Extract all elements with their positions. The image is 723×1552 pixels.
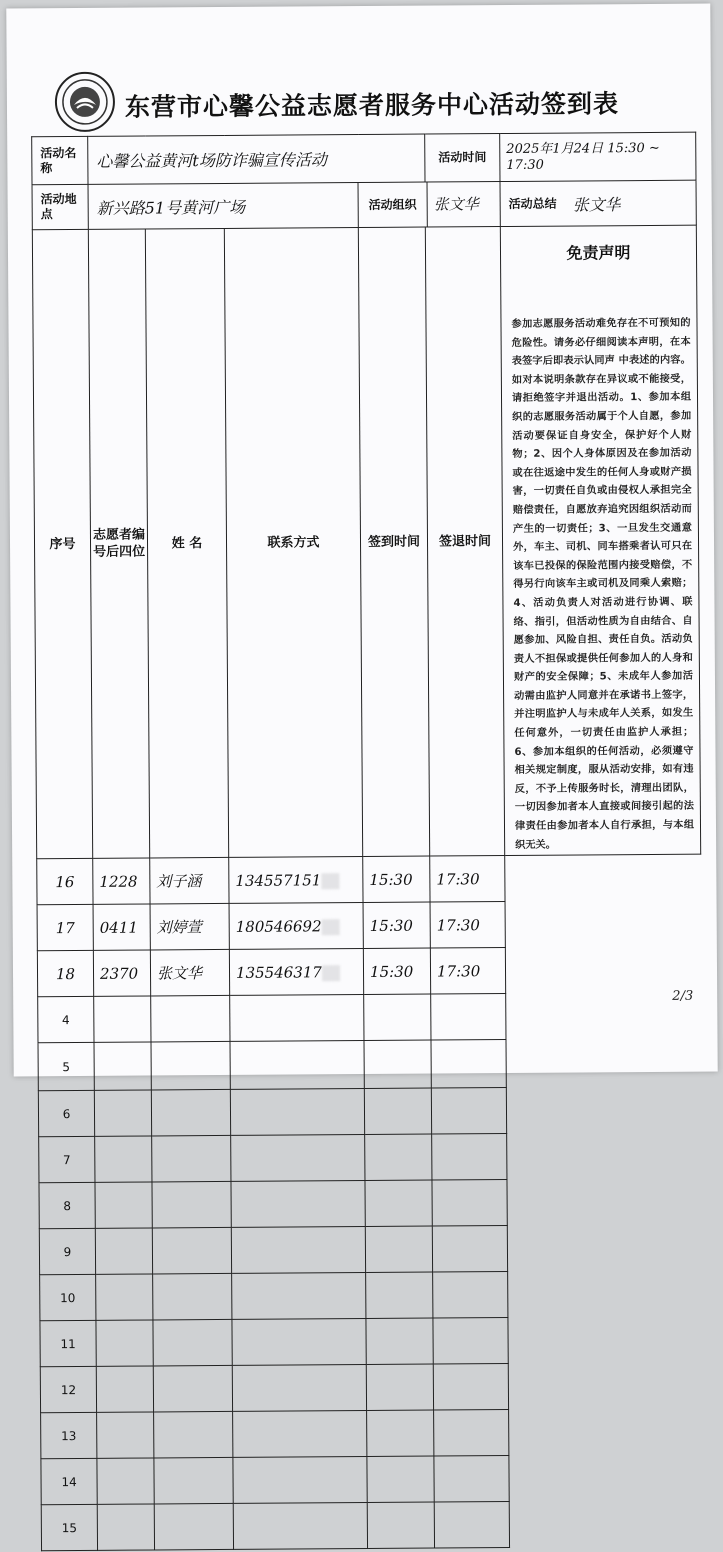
row-name xyxy=(151,996,230,1043)
row-seq: 12 xyxy=(40,1367,96,1413)
row-sign-in xyxy=(366,1318,433,1364)
row-name xyxy=(153,1320,232,1367)
activity-time-label: 活动时间 xyxy=(425,134,500,183)
row-contact xyxy=(230,995,364,1042)
header-contact: 联系方式 xyxy=(224,228,362,858)
row-contact xyxy=(232,1273,366,1320)
table-row xyxy=(39,1132,703,1183)
summary-value: 张文华 xyxy=(572,194,621,215)
row-seq: 18 xyxy=(37,951,93,997)
summary-label: 活动总结 xyxy=(508,196,557,211)
header-volunteer-no: 志愿者编号后四位 xyxy=(88,229,149,859)
row-name: 刘婷萱 xyxy=(150,904,229,951)
page-title: 东营市心馨公益志愿者服务中心活动签到表 xyxy=(124,89,620,122)
disclaimer-cell xyxy=(500,225,700,856)
organization-emblem-icon xyxy=(55,72,115,132)
table-row xyxy=(41,1454,705,1505)
row-volunteer-no xyxy=(94,1090,151,1136)
row-contact xyxy=(232,1319,366,1366)
header-sign-in: 签到时间 xyxy=(358,227,429,857)
row-seq: 9 xyxy=(39,1229,95,1275)
redaction-blur xyxy=(322,919,340,935)
location-value: 新兴路51号黄河广场 xyxy=(88,183,358,230)
row-sign-out xyxy=(431,1040,506,1089)
row-seq: 14 xyxy=(41,1459,97,1505)
row-sign-in xyxy=(367,1502,434,1548)
row-name xyxy=(154,1458,233,1505)
row-seq: 5 xyxy=(38,1043,94,1091)
row-seq: 8 xyxy=(39,1183,95,1229)
row-sign-in: 15:30 xyxy=(363,948,430,994)
header-name: 姓 名 xyxy=(145,228,228,858)
row-name: 张文华 xyxy=(150,950,229,997)
row-volunteer-no xyxy=(96,1274,153,1320)
row-name xyxy=(153,1366,232,1413)
row-sign-in xyxy=(365,1180,432,1226)
row-name xyxy=(152,1228,231,1275)
row-sign-in: 15:30 xyxy=(363,902,430,948)
contact-text: 180546692 xyxy=(235,917,322,936)
row-name xyxy=(154,1412,233,1459)
organizer-value: 张文华 xyxy=(427,182,500,227)
row-name xyxy=(151,1042,230,1091)
row-sign-out xyxy=(431,994,506,1041)
row-sign-out xyxy=(432,1180,507,1227)
table-row xyxy=(38,992,702,1043)
disclaimer-title: 免责声明 xyxy=(566,243,631,263)
table-row xyxy=(39,1178,703,1229)
row-seq: 13 xyxy=(41,1413,97,1459)
row-contact xyxy=(231,1135,365,1182)
table-row xyxy=(41,1408,705,1459)
location-row xyxy=(32,180,696,230)
table-row xyxy=(38,1038,702,1091)
row-contact xyxy=(231,1181,365,1228)
row-seq: 17 xyxy=(37,905,93,951)
row-seq: 16 xyxy=(37,859,93,905)
row-sign-out xyxy=(434,1456,509,1503)
row-sign-out xyxy=(433,1364,508,1411)
row-volunteer-no: 2370 xyxy=(93,950,150,996)
row-name xyxy=(152,1182,231,1229)
sign-in-table xyxy=(31,132,706,1552)
activity-name-value: 心馨公益黄河t场防诈骗宣传活动 xyxy=(88,134,425,184)
table-row xyxy=(40,1270,704,1321)
row-sign-out: 17:30 xyxy=(430,902,505,949)
row-contact xyxy=(230,1089,364,1136)
row-volunteer-no xyxy=(97,1504,154,1550)
row-seq: 11 xyxy=(40,1321,96,1367)
sign-in-sheet xyxy=(6,4,717,1535)
row-volunteer-no xyxy=(95,1182,152,1228)
row-name xyxy=(154,1504,233,1551)
row-sign-in xyxy=(367,1410,434,1456)
row-contact xyxy=(233,1411,367,1458)
row-volunteer-no xyxy=(95,1228,152,1274)
row-name xyxy=(153,1274,232,1321)
row-seq: 15 xyxy=(41,1505,97,1551)
row-sign-out xyxy=(434,1502,509,1549)
row-name xyxy=(152,1136,231,1183)
header-sign-out: 签退时间 xyxy=(425,227,504,857)
row-sign-in xyxy=(365,1226,432,1272)
disclaimer-text: 参加志愿服务活动难免存在不可预知的危险性。请务必仔细阅读本声明，在本表签字后即表示认同声 中表述的内容。如对本说明条款存在异议或不能接受，请拒绝签字并退出活动。1、参加本组织的志愿服务活动属于个人自愿，参加活动要保证自身安全，保护好个人财物；2、因个人身体原因及在参加活动或在往返途中发生的任何人身或财产损害，一切责任自负或由侵权人承担完全赔偿责任，自愿放弃追究因组织活动而产生的一切责任；3、一旦发生交通意外，车主、司机、同车搭乘者认可只在该车已投保的保险范围内接受赔偿，不得另行向该车主或司机及同乘人索赔；4、活动负责人对活动进行协调、联络、指引，但活动性质为自由结合、自愿参加、风险自担、责任自负。活动负责人不担保或提供任何参加人的人身和财产的安全保障；5、未成年人参加活动需由监护人同意并在承诺书上签字，并注明监护人与未成年人关系，如发生任何意外，一切责任由监护人承担；6、参加本组织的任何活动，必须遵守相关规定制度，服从活动安排，如有违反，不予上传服务时长，清理出团队，一切因参加者本人直接或间接引起的法律责任由参加者本人自行承担，与本组织无关。 xyxy=(511,317,695,851)
row-volunteer-no: 1228 xyxy=(93,858,150,904)
row-sign-out: 17:30 xyxy=(430,856,505,903)
row-name: 刘子涵 xyxy=(150,858,229,905)
page-mark: 2/3 xyxy=(672,988,694,1004)
activity-time-value: 2025年1月24日 15:30 ~ 17:30 xyxy=(500,132,696,181)
activity-name-label: 活动名称 xyxy=(32,136,88,184)
column-header-row xyxy=(32,225,700,859)
row-contact xyxy=(231,1227,365,1274)
table-row xyxy=(37,946,701,997)
table-row xyxy=(39,1224,703,1275)
row-volunteer-no xyxy=(94,996,151,1042)
row-contact xyxy=(229,857,363,904)
row-sign-in xyxy=(364,1040,431,1088)
organizer-label: 活动组织 xyxy=(368,197,417,212)
row-sign-in xyxy=(365,1134,432,1180)
row-seq: 7 xyxy=(39,1137,95,1183)
row-contact xyxy=(233,1503,367,1550)
location-label: 活动地点 xyxy=(32,184,88,229)
row-sign-in: 15:30 xyxy=(363,856,430,902)
row-volunteer-no xyxy=(97,1458,154,1504)
row-sign-in xyxy=(367,1456,434,1502)
row-sign-out xyxy=(433,1318,508,1365)
row-contact xyxy=(229,949,363,996)
table-row xyxy=(40,1316,704,1367)
row-sign-out xyxy=(434,1410,509,1457)
activity-name-row xyxy=(32,132,696,185)
row-sign-out xyxy=(432,1134,507,1181)
table-row xyxy=(38,1086,702,1137)
redaction-blur xyxy=(321,873,339,889)
table-row xyxy=(41,1500,705,1551)
row-sign-in xyxy=(366,1272,433,1318)
contact-text: 135546317 xyxy=(235,963,322,982)
row-seq: 10 xyxy=(40,1275,96,1321)
header-seq: 序号 xyxy=(32,229,92,859)
redaction-blur xyxy=(322,965,340,981)
table-row xyxy=(40,1362,704,1413)
sign-in-rows xyxy=(37,854,706,1551)
row-sign-in xyxy=(364,994,431,1040)
row-sign-out xyxy=(431,1088,506,1135)
row-sign-out xyxy=(432,1226,507,1273)
row-sign-out: 17:30 xyxy=(430,948,505,995)
table-row xyxy=(37,854,701,905)
row-seq: 6 xyxy=(38,1091,94,1137)
row-contact xyxy=(230,1041,364,1090)
row-volunteer-no xyxy=(95,1136,152,1182)
row-volunteer-no xyxy=(96,1366,153,1412)
row-volunteer-no: 0411 xyxy=(93,904,150,950)
row-volunteer-no xyxy=(97,1412,154,1458)
row-sign-in xyxy=(364,1088,431,1134)
contact-text: 134557151 xyxy=(235,871,322,890)
row-contact xyxy=(229,903,363,950)
row-seq: 4 xyxy=(38,997,94,1043)
row-contact xyxy=(233,1457,367,1504)
row-volunteer-no xyxy=(94,1042,151,1090)
row-sign-out xyxy=(433,1272,508,1319)
row-name xyxy=(151,1090,230,1137)
row-sign-in xyxy=(366,1364,433,1410)
table-row xyxy=(37,900,701,951)
row-contact xyxy=(232,1365,366,1412)
row-volunteer-no xyxy=(96,1320,153,1366)
